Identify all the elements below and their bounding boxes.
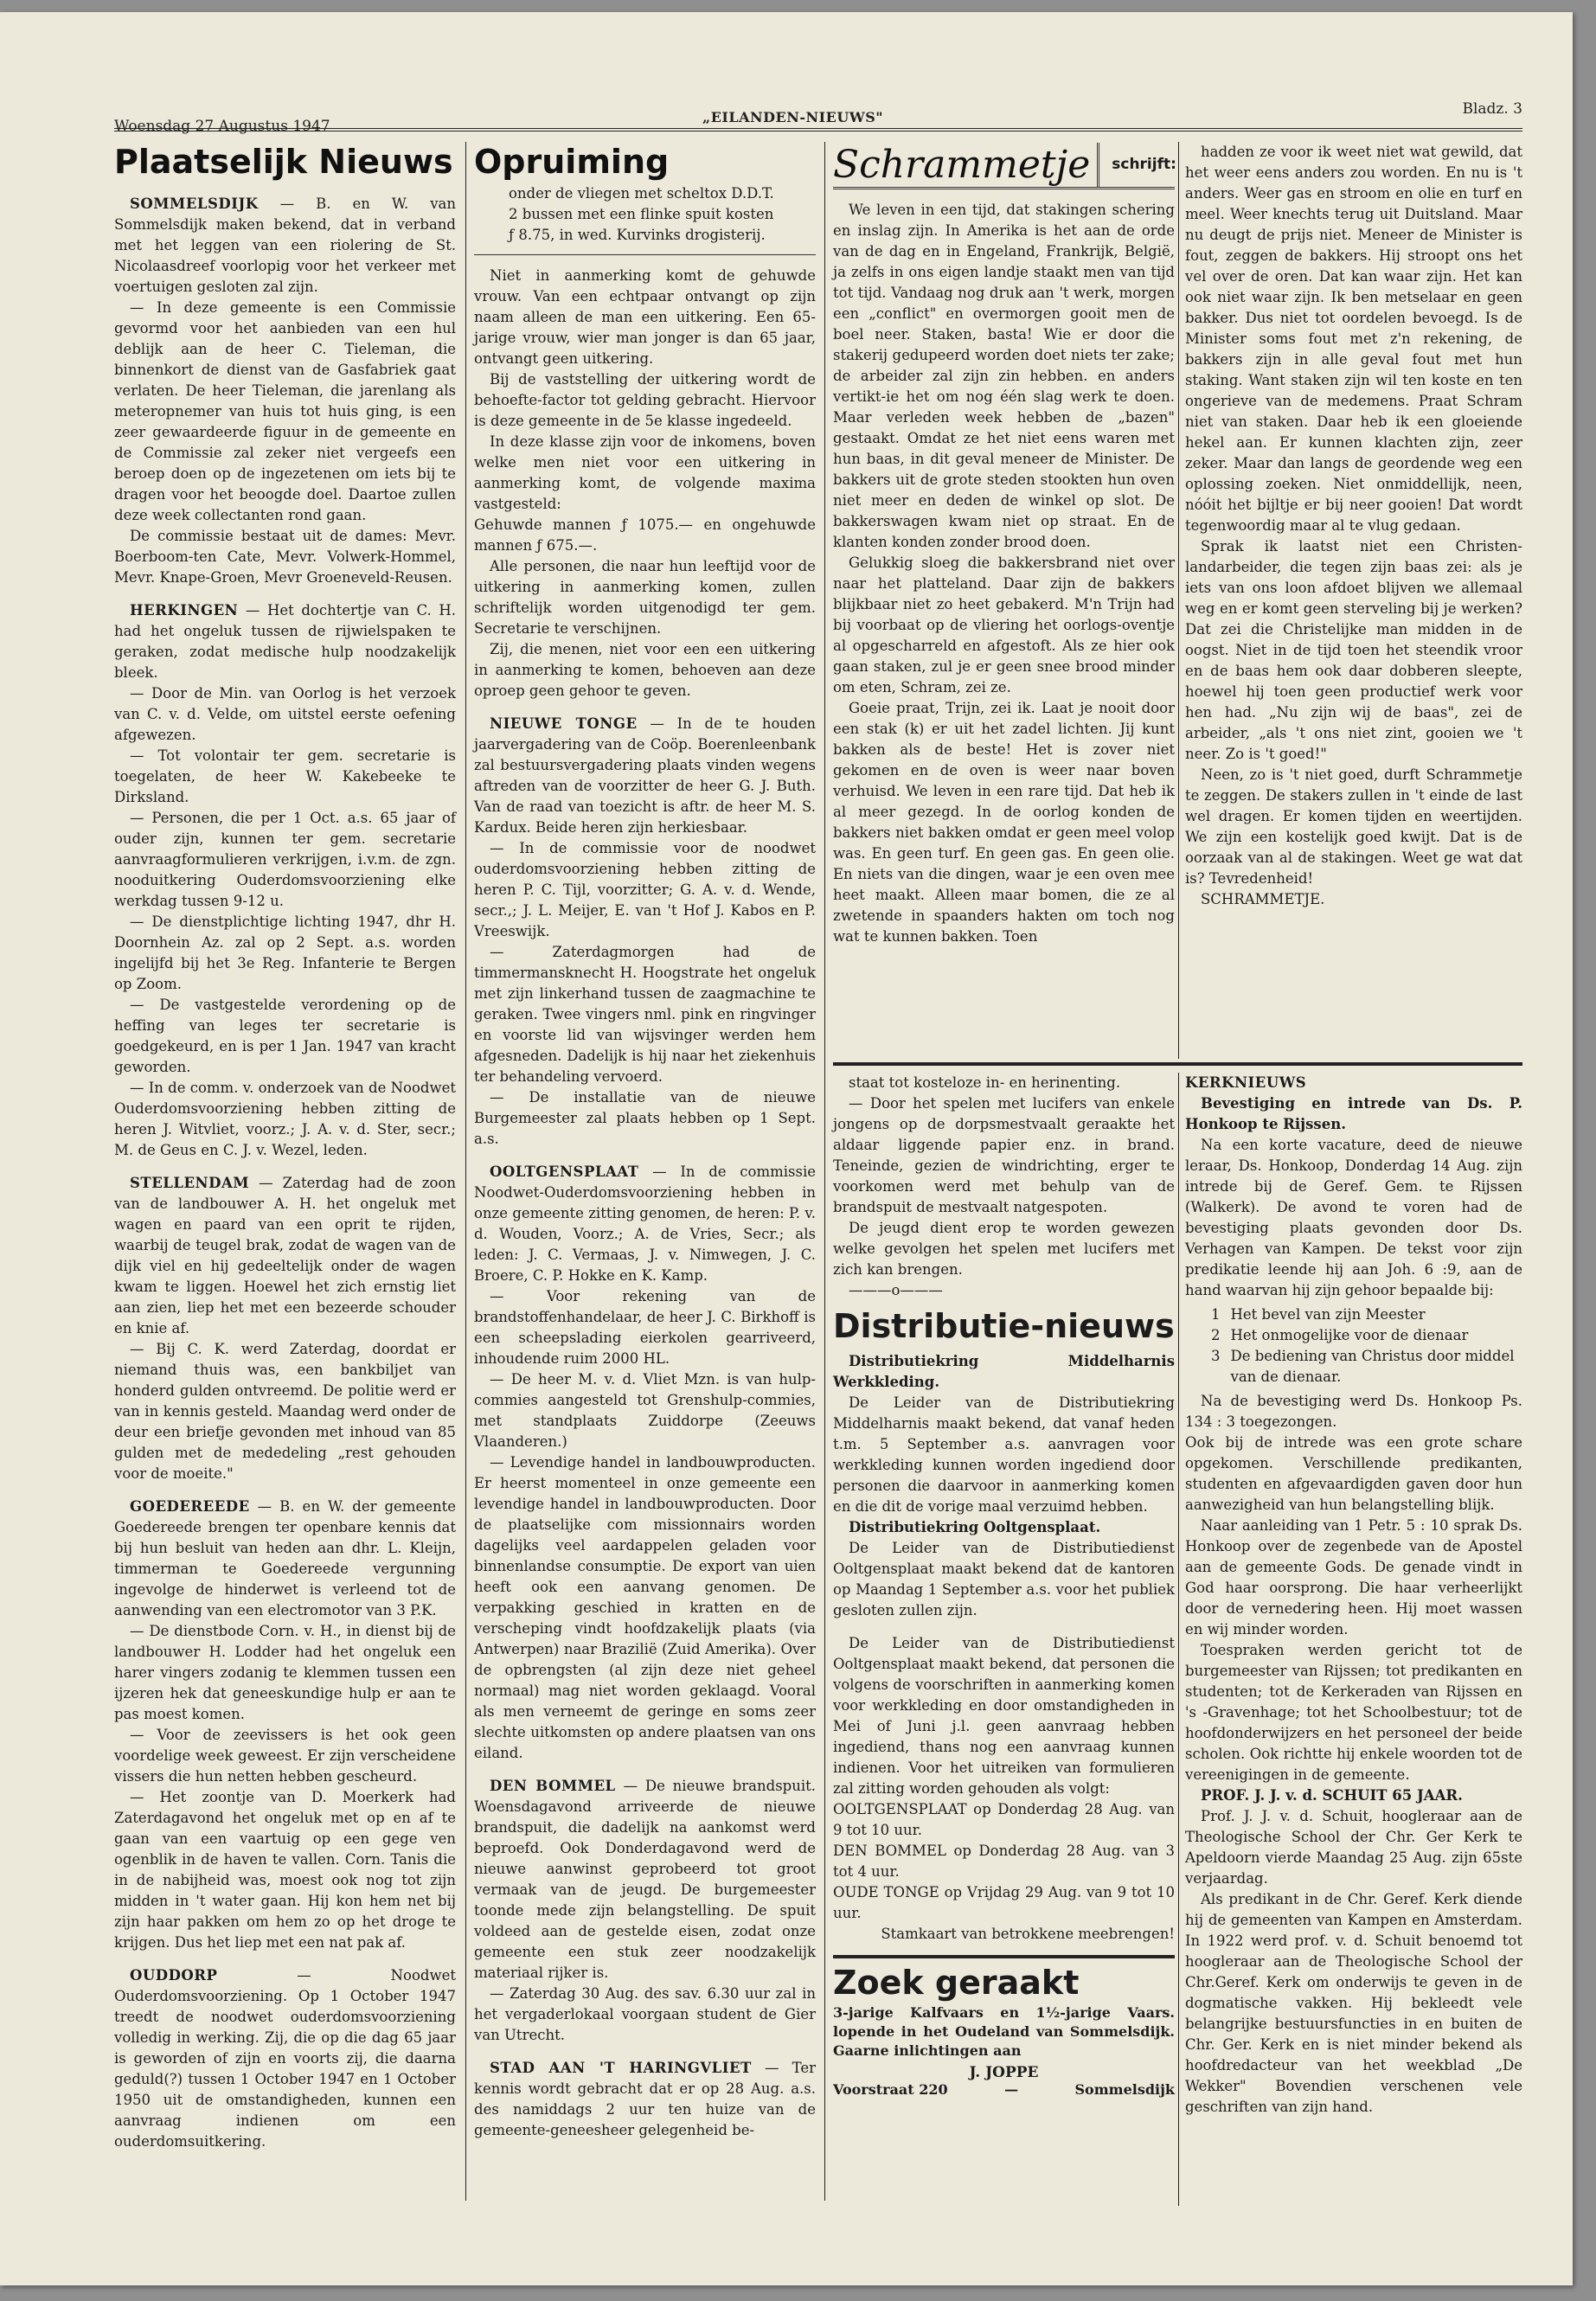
distributie-sub-middelharnis: Distributiekring Middelharnis Werkkleding. xyxy=(833,1353,1175,1390)
news-text: In deze klasse zijn voor de inkomens, boven welke men niet voor een uitkering in aanmerking komt, de volgende maxima vastgesteld: xyxy=(474,433,816,512)
news-text: Gehuwde mannen ƒ 1075.— en ongehuwde mannen ƒ 675.—. xyxy=(474,516,816,554)
horizontal-rule xyxy=(833,1062,1522,1066)
news-paragraph xyxy=(114,1787,456,1953)
column-two-items xyxy=(474,266,816,2141)
sermon-point-number: 1 xyxy=(1211,1306,1221,1323)
column-plaatselijk-nieuws xyxy=(114,142,456,2152)
header-paper-name: „EILANDEN-NIEUWS" xyxy=(702,109,884,125)
news-paragraph xyxy=(114,1339,456,1484)
news-paragraph xyxy=(114,995,456,1078)
ad-street: Voorstraat 220 xyxy=(833,2081,948,2098)
schrammetje-signature: SCHRAMMETJE. xyxy=(1201,891,1325,907)
page-header xyxy=(114,97,1522,135)
news-paragraph xyxy=(474,1776,816,1984)
zoek-geraakt-ad xyxy=(833,1955,1175,2098)
news-text: — Levendige handel in landbouwproducten. Er heerst momenteel in onze gemeente een levendige handel in landbouwproducten. Door de plaatselijke com missionnairs worden dagelijks veel aardappelen geladen voor binnenlandse consumptie. De export van uien heeft ook een aanvang genomen. De verpakking geschied in kratten en de verscheping vindt hoofdzakelijk plaats (via Antwerpen) naar Brazilië (Zuid Amerika). Over de opbrengsten (al zijn deze niet geheel normaal) mag niet worden geklaagd. Vooral als men verneemt de geringe en soms zeer slechte uitkomsten op andere plaatsen van ons eiland. xyxy=(474,1454,816,1761)
news-text: — Het zoontje van D. Moerkerk had Zaterdagavond het ongeluk met op en af te gaan van een vaartuig op een gege ven ogenblik in de haven te vallen. Corn. Tanis die in de nabijheid was, moest ook nog tot zijn midden in 't water gaan. Hij kon hem net bij zijn haar pakken om hem zo op het droge te krijgen. Dus het liep met een nat pak af. xyxy=(114,1789,456,1951)
place-name: HERKINGEN xyxy=(130,602,239,619)
news-paragraph xyxy=(114,194,456,298)
news-paragraph xyxy=(474,714,816,838)
kerknieuws-paragraph: Toespraken werden gericht tot de burgemeester van Rijssen; tot predikanten en studenten; tot de Kerkeraden van Rijssen en 's -Gravenhage; tot het Schoolbestuur; tot de hoofdonderwijzers en het personeel der beide scholen. Ook richtte hij enkele woorden tot de vereenigingen in de gemeente. xyxy=(1185,1642,1522,1783)
kerknieuws-subhead: Bevestiging en intrede van Ds. P. Honkoop te Rijssen. xyxy=(1185,1095,1522,1132)
kerknieuws-paragraph: Als predikant in de Chr. Geref. Kerk diende hij de gemeenten van Kampen en Amsterdam. In 1922 werd prof. v. d. Schuit benoemd tot hoogleraar aan de Theologische School der Chr.Geref. Kerk om onderwijs te geven in de dogmatische vakken. Hij bekleedt vele belangrijke bestuursfuncties in en buiten de Chr. Ger. Kerk en is niet minder bekend als hoofdredacteur van het weekblad „De Wekker" Bovendien verschenen vele geschriften van zijn hand. xyxy=(1185,1891,1522,2115)
sermon-point-text: Het onmogelijke voor de dienaar xyxy=(1230,1327,1469,1343)
news-paragraph xyxy=(474,1369,816,1452)
news-text: Niet in aanmerking komt de gehuwde vrouw. Van een echtpaar ontvangt op zijn naam alleen de man een uitkering. Een 65-jarige vrouw, wier man jonger is dan 65 jaar, ontvangt geen uitkering. xyxy=(474,267,816,367)
news-paragraph xyxy=(474,838,816,942)
news-text: — Personen, die per 1 Oct. a.s. 65 jaar of ouder zijn, kunnen ter gem. secretarie aanvraagformulieren verkrijgen, i.v.m. de zgn. nooduitkering Ouderdomsvoorziening elke werkdag tussen 9-12 u. xyxy=(114,810,456,909)
news-text: — De vastgestelde verordening op de heffing van leges ter secretarie is goedgekeurd, en is per 1 Jan. 1947 van kracht geworden. xyxy=(114,997,456,1075)
schrammetje-paragraph: Neen, zo is 't niet goed, durft Schrammetje te zeggen. De stakers zullen in 't einde de last wel dragen. Er komen tijden en weertijden. We zijn een kostelijk goed kwijt. Dat is de oorzaak van al de stakingen. Weet ge wat dat is? Tevredenheid! xyxy=(1185,766,1522,887)
sermon-point-text: Het bevel van zijn Meester xyxy=(1230,1306,1426,1323)
lucifers-news xyxy=(833,1073,1175,1280)
news-text: — In deze gemeente is een Commissie gevormd voor het aanbieden van een hul deblijk aan de heer C. Tieleman, die binnenkort de dienst van de Gasfabriek gaat verlaten. De heer Tieleman, die jarenlang als meteropnemer van huis tot huis ging, is een zeer gewaardeerde figuur in de gemeente en de Commissie zal zeker niet vergeefs een beroep doen op de ingezetenen om iets bij te dragen voor het beoogde doel. Daartoe zullen deze week collectanten rond gaan. xyxy=(114,299,456,523)
place-name: SOMMELSDIJK xyxy=(130,195,259,212)
distributie-sub-ooltgensplaat: Distributiekring Ooltgensplaat. xyxy=(849,1519,1101,1535)
place-name: OUDDORP xyxy=(130,1967,218,1984)
schrammetje-paragraph: Gelukkig sloeg die bakkersbrand niet over naar het platteland. Daar zijn de bakkers blijkbaar niet zo heet gebakerd. M'n Trijn had bij voorbaat op de vliering het oorlogs-oventje al opgescharreld en afgestoft. Als ze hier ook gaan staken, zul je er geen snee brood minder om eten, Schram, zei ze. xyxy=(833,554,1175,695)
distributie-paragraph: De Leider van de Distributiedienst Ooltgensplaat maakt bekend dat de kantoren op Maandag 1 September a.s. voor het publiek gesloten zullen zijn. xyxy=(833,1540,1175,1618)
header-page-number: Bladz. 3 xyxy=(1462,100,1522,118)
ad-address xyxy=(833,2081,1175,2098)
news-text: — Ter kennis wordt gebracht dat er op 28 Aug. a.s. des namiddags 2 uur ten huize van de gemeente-geneesheer gelegenheid be- xyxy=(474,2060,816,2138)
place-name: NIEUWE TONGE xyxy=(490,715,638,732)
kerknieuws-paragraph: Prof. J. J. v. d. Schuit, hoogleraar aan de Theologische School der Chr. Ger Kerk te Apeldoorn vierde Maandag 25 Aug. zijn 65ste verjaardag. xyxy=(1185,1808,1522,1887)
place-name: DEN BOMMEL xyxy=(490,1778,616,1794)
sermon-point xyxy=(1211,1304,1522,1325)
news-paragraph xyxy=(114,298,456,526)
column-rule-4 xyxy=(1178,1073,1179,2206)
news-paragraph xyxy=(114,808,456,912)
news-paragraph xyxy=(114,1078,456,1161)
schrammetje-body xyxy=(833,200,1175,947)
news-text: — De dienstbode Corn. v. H., in dienst bij de landbouwer H. Lodder had het ongeluk een harer vingers zodanig te klemmen tussen een ijzeren hek dat geneeskundige hulp er aan te pas moest komen. xyxy=(114,1623,456,1722)
column-rule-3 xyxy=(1178,142,1179,1059)
news-text: Alle personen, die naar hun leeftijd voor de uitkering in aanmerking komen, zullen schriftelijk worden uitgenodigd ter gem. Secretarie te verschijnen. xyxy=(474,558,816,637)
ad-name: J. JOPPE xyxy=(969,2064,1039,2081)
opruiming-title: Opruiming xyxy=(474,143,670,181)
distributie-paragraph: De Leider van de Distributiekring Middelharnis maakt bekend, dat vanaf heden t.m. 5 September a.s. aanvragen voor werkkleding kunnen worden ingediend door personen die daarvoor in aanmerking komen en die dit de vorige maal verzuimd hebben. xyxy=(833,1394,1175,1515)
schuit-subhead: PROF. J. J. v. d. SCHUIT 65 JAAR. xyxy=(1201,1787,1463,1804)
opruiming-ad xyxy=(474,183,816,255)
news-paragraph xyxy=(474,942,816,1087)
news-text: — Zaterdagmorgen had de timmermansknecht H. Hoogstrate het ongeluk met zijn linkerhand tussen de zaagmachine te geraken. Twee vingers nml. pink en ringvinger en voorste lid van wijsvinger werden hem afgesneden. Dadelijk is hij naar het ziekenhuis ter behandeling vervoerd. xyxy=(474,944,816,1085)
news-text: — Zaterdag had de zoon van de landbouwer A. H. het ongeluk met wagen en paard van een oprit te rijden, waarbij de teugel brak, zodat de wagen van de dijk viel en hij gedeeltelijk onder de wagen kwam te liggen. Hoewel het zich ernstig liet aan zien, liep het met een bezeerde schouder en knie af. xyxy=(114,1175,456,1336)
news-paragraph xyxy=(474,515,816,556)
sermon-point xyxy=(1211,1325,1522,1346)
place-name: STAD AAN 'T HARINGVLIET xyxy=(490,2060,752,2076)
sermon-point-number: 3 xyxy=(1211,1348,1221,1364)
news-paragraph xyxy=(114,746,456,808)
news-paragraph xyxy=(114,600,456,683)
news-text: — Noodwet Ouderdomsvoorziening. Op 1 October 1947 treedt de noodwet ouderdomsvoorziening volledig in werking. Zij, die op die dag 65 jaar is geworden of zijn en voorts zij, die daarna geduld(?) tussen 1 October 1947 en 1 October 1950 uit de omstandigheden, kunnen een aanvraag indienen om een ouderdomsuitkering. xyxy=(114,1967,456,2150)
sermon-points xyxy=(1211,1304,1522,1388)
news-paragraph xyxy=(474,639,816,702)
news-paragraph xyxy=(474,1984,816,2046)
newspaper-page xyxy=(0,12,1573,2285)
opruiming-line: onder de vliegen met scheltox D.D.T. xyxy=(509,185,774,202)
news-text: — Voor rekening van de brandstoffenhandelaar, de heer J. C. Birkhoff is een scheepslading eierkolen gearriveerd, inhoudende ruim 2000 HL. xyxy=(474,1288,816,1367)
schrammetje-paragraph: We leven in een tijd, dat stakingen schering en inslag zijn. In Amerika is het aan de orde van de dag en in Engeland, Frankrijk, België, ja zelfs in ons eigen landje staakt men van tijd tot tijd. Vandaag nog druk aan 't werk, morgen een „conflict" en overmorgen gooit men de boel neer. Staken, basta! Wie er door die stakerij gedupeerd worden doet niets ter zake; de arbeider zal zijn zin hebben. en anders vertikt-ie het om nog één slag werk te doen. Maar verleden week hebben de „bazen" gestaakt. Omdat ze het niet eens waren met hun baas, in dit geval meneer de Minister. De bakkers uit de grote steden stookten hun oven niet meer en deden de winkel op slot. De bakkerswagen kwam niet op straat. En de klanten konden zonder brood doen. xyxy=(833,202,1175,550)
section-divider: ———o——— xyxy=(849,1282,943,1298)
news-paragraph: staat tot kosteloze in- en herinenting. xyxy=(849,1074,1121,1091)
place-name: STELLENDAM xyxy=(130,1175,250,1191)
news-paragraph xyxy=(474,2058,816,2141)
distributie-note: Stamkaart van betrokkene meebrengen! xyxy=(881,1926,1175,1942)
kerknieuws-column xyxy=(1185,1073,1522,2118)
news-paragraph xyxy=(474,432,816,515)
column-rule-1 xyxy=(465,142,466,2201)
news-paragraph xyxy=(474,556,816,639)
news-paragraph xyxy=(474,1286,816,1369)
schrammetje-paragraph: Goeie praat, Trijn, zei ik. Laat je nooit door een stak (k) er uit het zadel lichten. Jij kunt bakken als de beste! Het is zover niet gekomen en de oven is weer naar boven verhuisd. We leven in een rare tijd. Dat heb ik al meer gezegd. In de oorlog konden de bakkers niet bakken omdat er geen meel volop was. En geen turf. En geen gas. En geen olie. En niets van die dingen, waar je een oven mee heet maakt. Alleen maar bomen, die ze al zwetende in spaanders hakten om toch nog wat te kunnen bakken. Toen xyxy=(833,700,1175,945)
distributie-paragraph: De Leider van de Distributiedienst Ooltgensplaat maakt bekend, dat personen die volgens de voorschriften in aanmerking komen voor werkkleding en door omstandigheden in Mei of Juni j.l. geen aanvraag hebben ingediend, thans nog een aanvraag kunnen indienen. Voor het uitreiken van formulieren zal zitting worden gehouden als volgt: xyxy=(833,1635,1175,1797)
news-text: — De heer M. v. d. Vliet Mzn. is van hulp-commies aangesteld tot Grenshulp-commies, met standplaats Zuiddorpe (Zeeuws Vlaanderen.) xyxy=(474,1371,816,1450)
news-paragraph xyxy=(474,266,816,369)
column-rule-2 xyxy=(824,142,825,2201)
schedule-line: OUDE TONGE op Vrijdag 29 Aug. van 9 tot 10 uur. xyxy=(833,1884,1175,1921)
news-text: — In de commissie voor de noodwet ouderdomsvoorziening hebben zitting de heren P. C. Tijl, voorzitter; G. A. v. d. Wende, secr.,; J. L. Meijer, E. van 't Hof J. Kabos en P. Vreeswijk. xyxy=(474,840,816,939)
news-paragraph: — Door het spelen met lucifers van enkele jongens op de dorpsmestvaalt geraakte het aldaar liggende papier enz. in brand. Teneinde, gezien de windrichting, erger te voorkomen werd met behulp van de brandspuit de mestvaalt natgespoten. xyxy=(833,1095,1175,1215)
schrammetje-paragraph: hadden ze voor ik weet niet wat gewild, dat het weer eens anders zou worden. En nu is 't anders. Weer gas en stroom en olie en turf en meel. Weer knechts terug uit Duitsland. Maar nu deugt de prijs niet. Meneer de Minister is fout, zeggen de bakkers. Hij stroopt ons het vel over de oren. Dat kan waar zijn. Het kan ook niet waar zijn. Ik ben metselaar en geen bakker. Dus niet tot oordelen bevoegd. Is de Minister soms fout met z'n rekening, de bakkers zijn in alle geval fout met hun staking. Want staken zijn wil ten koste en ten ongerieve van de medemens. Praat Schram niet van staken. Daar heb ik een gloeiende hekel aan. Er kunnen klachten zijn, zeer zeker. Maar dan langs de geordende weg een oplossing zoeken. Niet onmiddellijk, neen, nóóit het bijltje er bij neer gooien! Dat wordt tegenwoordig maar al te vlug gedaan. xyxy=(1185,144,1522,534)
opruiming-line: 2 bussen met een flinke spuit kosten xyxy=(509,206,774,222)
news-text: — In de commissie Noodwet-Ouderdomsvoorziening hebben in onze gemeente zitting genomen, de heren: P. v. d. Wouden, Voorz.; A. de Vries, Secr.; als leden: J. C. Vermaas, J. v. Nimwegen, J. C. Broere, C. P. Hokke en K. Kamp. xyxy=(474,1163,816,1284)
news-paragraph xyxy=(474,1087,816,1150)
news-text: De commissie bestaat uit de dames: Mevr. Boerboom-ten Cate, Mevr. Volwerk-Hommel, Mevr. Knape-Groen, Mevr Groeneveld-Reusen. xyxy=(114,528,456,586)
schrammetje-continued-body xyxy=(1185,142,1522,889)
news-text: — In de te houden jaarvergadering van de Coöp. Boerenleenbank zal bestuursvergadering plaats vinden wegens aftreden van de voorzitter de heer G. J. Buth. Van de raad van toezicht is aftr. de heer M. S. Kardux. Beide heren zijn herkiesbaar. xyxy=(474,715,816,836)
kerknieuws-paragraph: Ook bij de intrede was een grote schare opgekomen. Verschillende predikanten, studenten en afgevaardigden gaven door hun aanwezigheid van hun belangstelling blijk. xyxy=(1185,1434,1522,1513)
news-text: — Tot volontair ter gem. secretarie is toegelaten, de heer W. Kakebeeke te Dirksland. xyxy=(114,747,456,805)
kerknieuws-title: KERKNIEUWS xyxy=(1185,1074,1307,1091)
schrammetje-title: Schrammetje xyxy=(833,143,1099,187)
schrammetje-continued xyxy=(1185,142,1522,910)
news-text: — B. en W. der gemeente Goedereede brengen ter openbare kennis dat bij hun besluit van heden aan dhr. L. Kleijn, timmerman te Goedereede vergunning ingevolge de hinderwet is verleend tot de aanwending van een electromotor van 3 P.K. xyxy=(114,1498,456,1618)
news-text: — Voor de zeevissers is het ook geen voordelige week geweest. Er zijn verscheidene vissers die hun netten hebben gescheurd. xyxy=(114,1727,456,1785)
news-paragraph xyxy=(114,1497,456,1621)
news-text: — Zaterdag 30 Aug. des sav. 6.30 uur zal in het vergaderlokaal voorgaan student de Gier van Utrecht. xyxy=(474,1985,816,2043)
news-text: — De nieuwe brandspuit. Woensdagavond arriveerde de nieuwe brandspuit, die dadelijk na aankomst werd beproefd. Ook Donderdagavond werd de nieuwe aanwinst geprobeerd tot groot vermaak van de jeugd. De burgemeester toonde mede zijn belangstelling. De spuit voldeed aan de gestelde eisen, zodat onze gemeente een stuk zeer noodzakelijk materiaal rijker is. xyxy=(474,1778,816,1981)
kerknieuws-paragraph: Naar aanleiding van 1 Petr. 5 : 10 sprak Ds. Honkoop over de zegenbede van de Apostel aan de gemeente Gods. De genade vindt in God haar oorsprong. Die haar verheerlijkt door de vernedering heen. Hij moet wassen en wij minder worden. xyxy=(1185,1517,1522,1638)
news-text: Zij, die menen, niet voor een een uitkering in aanmerking te komen, behoeven aan deze oproep geen gehoor te geven. xyxy=(474,641,816,699)
news-paragraph xyxy=(114,1965,456,2152)
news-text: — Het dochtertje van C. H. had het ongeluk tussen de rijwielspaken te geraken, zodat medische hulp noodzakelijk bleek. xyxy=(114,602,456,681)
ad-body: 3-jarige Kalfvaars en 1½-jarige Vaars. lopende in het Oudeland van Sommelsdijk. Gaarne inlichtingen aan xyxy=(833,2004,1175,2059)
sermon-point-text: De bediening van Christus door middel van de dienaar. xyxy=(1230,1348,1515,1385)
news-paragraph xyxy=(114,912,456,995)
distributie-schedule xyxy=(833,1799,1175,1924)
news-paragraph xyxy=(114,683,456,746)
distributie-column xyxy=(833,1073,1175,2098)
news-text: — De installatie van de nieuwe Burgemeester zal plaats hebben op 1 Sept. a.s. xyxy=(474,1089,816,1147)
header-date: Woensdag 27 Augustus 1947 xyxy=(114,118,330,135)
schrammetje-paragraph: Sprak ik laatst niet een Christen-landarbeider, die tegen zijn baas zei: als je iets van ons loon afdoet blijven we allemaal weg en er komt geen sterveling bij je werken? Dat zei die Christelijke man midden in de oogst. Niet in de tijd toen het steendik vroor en de baas hem ook daar dobberen sleepte, hoewel hij toen geen productief werk voor hen had. „Nu zijn wij de baas", zei de arbeider, „als 't ons niet zint, gooien we 't neer. Zo is 't goed!" xyxy=(1185,538,1522,762)
ad-town: Sommelsdijk xyxy=(1074,2081,1175,2098)
news-text: — Bij C. K. werd Zaterdag, doordat er niemand thuis was, een bankbiljet van honderd gulden ontvreemd. De politie werd er van in kennis gesteld. Maandag werd onder de deur een briefje gevonden met inhoud van 85 gulden met de mededeling „rest gehouden voor de moeite." xyxy=(114,1341,456,1482)
ad-title: Zoek geraakt xyxy=(833,1964,1080,2002)
news-paragraph xyxy=(474,369,816,432)
kerknieuws-paragraph: Na een korte vacature, deed de nieuwe leraar, Ds. Honkoop, Donderdag 14 Aug. zijn intrede bij de Geref. Gem. te Rijssen (Walkerk). De avond te voren had de bevestiging plaats gevonden door Ds. Verhagen van Kampen. De tekst voor zijn predikatie leende hij aan Joh. 6 :9, aan de hand waarvan hij zijn gehoor bepaalde bij: xyxy=(1185,1137,1522,1298)
schrammetje-subtitle: schrijft: xyxy=(1112,156,1176,173)
news-text: — Door de Min. van Oorlog is het verzoek van C. v. d. Velde, om uitstel eerste oefening afgewezen. xyxy=(114,685,456,743)
place-name: OOLTGENSPLAAT xyxy=(490,1163,639,1180)
schedule-line: OOLTGENSPLAAT op Donderdag 28 Aug. van 9 tot 10 uur. xyxy=(833,1801,1175,1838)
schedule-line: DEN BOMMEL op Donderdag 28 Aug. van 3 tot 4 uur. xyxy=(833,1843,1175,1880)
news-paragraph xyxy=(114,526,456,588)
column-two xyxy=(474,142,816,2141)
sermon-point-number: 2 xyxy=(1211,1327,1221,1343)
ad-dash: — xyxy=(1004,2081,1019,2098)
place-name: GOEDEREEDE xyxy=(130,1498,250,1515)
kerknieuws-paragraph: Na de bevestiging werd Ds. Honkoop Ps. 134 : 3 toegezongen. xyxy=(1185,1393,1522,1430)
schrammetje-column xyxy=(833,142,1175,947)
news-text: — De dienstplichtige lichting 1947, dhr H. Doornhein Az. zal op 2 Sept. a.s. worden ingelijfd bij het 3e Reg. Infanterie te Bergen op Zoom. xyxy=(114,913,456,992)
news-text: — In de comm. v. onderzoek van de Noodwet Ouderdomsvoorziening hebben zitting de heren J. Witvliet, voorz.; J. A. v. d. Ster, secr.; M. de Geus en C. J. v. Wezel, leden. xyxy=(114,1080,456,1158)
news-paragraph xyxy=(114,1725,456,1787)
sermon-point xyxy=(1211,1346,1522,1388)
plaatselijk-nieuws-title: Plaatselijk Nieuws xyxy=(114,143,453,181)
news-paragraph: De jeugd dient erop te worden gewezen welke gevolgen het spelen met lucifers met zich kan brengen. xyxy=(833,1220,1175,1278)
news-paragraph xyxy=(474,1162,816,1286)
schrammetje-header xyxy=(833,142,1175,189)
news-paragraph xyxy=(474,1452,816,1764)
opruiming-line: ƒ 8.75, in wed. Kurvinks drogisterij. xyxy=(509,227,766,243)
news-paragraph xyxy=(114,1621,456,1725)
news-paragraph xyxy=(114,1173,456,1339)
local-news-items xyxy=(114,194,456,2152)
news-text: Bij de vaststelling der uitkering wordt de behoefte-factor tot gelding gebracht. Hiervoor is deze gemeente in de 5e klasse ingedeeld. xyxy=(474,371,816,429)
news-text: — B. en W. van Sommelsdijk maken bekend, dat in verband met het leggen van een riolering de St. Nicolaasdreef voorlopig voor het verkeer met voertuigen gesloten zal zijn. xyxy=(114,195,456,295)
distributie-nieuws-title: Distributie-nieuws xyxy=(833,1307,1175,1345)
